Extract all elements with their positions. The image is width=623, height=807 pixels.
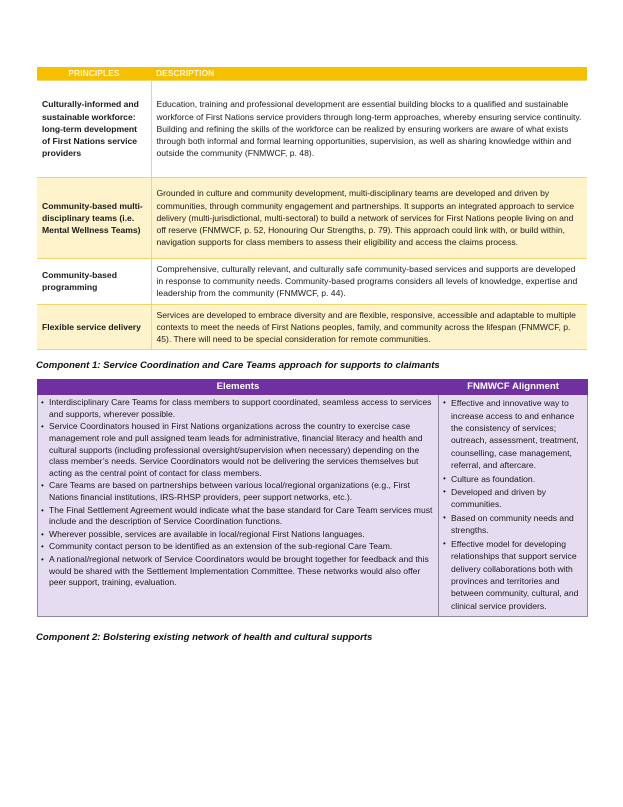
principle-name: Community-based multi-disciplinary teams (i.e. Mental Wellness Teams): [37, 178, 151, 259]
element-item: [41, 505, 435, 528]
principle-description: Comprehensive, culturally relevant, and culturally safe community-based services and supports are developed in response to community needs. Community-based programs considers all levels of knowledge, expertise and leadership from the community (FNMWCF, p. 44).: [151, 259, 587, 305]
alignment-item: [443, 397, 584, 471]
bullet-icon: •: [41, 529, 44, 539]
alignment-item: [443, 473, 584, 485]
element-item: [41, 421, 435, 479]
alignment-item: [443, 512, 584, 537]
bullet-icon: •: [443, 398, 446, 408]
element-item: [41, 529, 435, 541]
bullet-icon: •: [41, 542, 44, 552]
element-text: The Final Settlement Agreement would indicate what the base standard for Care Team services must include and the description of Service Coordination functions.: [49, 504, 433, 527]
component-1-body-row: [38, 395, 588, 617]
principle-row: [37, 304, 587, 350]
description-column-header: DESCRIPTION: [151, 67, 587, 81]
bullet-icon: •: [41, 505, 44, 515]
elements-column-header: Elements: [38, 380, 439, 395]
element-text: Community contact person to be identified as an extension of the sub-regional Care Team.: [49, 541, 393, 552]
principle-name: Flexible service delivery: [37, 304, 151, 350]
element-item: [41, 480, 435, 503]
principle-name: Community-based programming: [37, 259, 151, 305]
alignment-text: Based on community needs and strengths.: [451, 512, 574, 536]
principle-row: [37, 259, 587, 305]
bullet-icon: •: [41, 554, 44, 564]
bullet-icon: •: [443, 487, 446, 497]
bullet-icon: •: [41, 398, 44, 408]
elements-cell: [38, 395, 439, 617]
principle-name: Culturally-informed and sustainable workforce: long-term development of First Nations service providers: [37, 81, 151, 178]
bullet-icon: •: [41, 481, 44, 491]
principles-column-header: PRINCIPLES: [37, 67, 151, 81]
alignment-cell: [439, 395, 588, 617]
alignment-text: Culture as foundation.: [451, 473, 536, 484]
bullet-icon: •: [443, 473, 446, 483]
principle-row: [37, 178, 587, 259]
bullet-icon: •: [443, 538, 446, 548]
bullet-icon: •: [41, 422, 44, 432]
element-text: Care Teams are based on partnerships between various local/regional organizations (e.g., First Nations financial institutions, IRS-RHSP providers, peer support networks, etc.).: [49, 480, 410, 502]
element-item: [41, 541, 435, 553]
alignment-text: Effective and innovative way to increase access to and enhance the consistency of services; outreach, assessment, treatment, counselling, case management, referral, and aftercare.: [451, 398, 579, 471]
component-1-header-row: [38, 380, 588, 395]
principle-description: Services are developed to embrace diversity and are flexible, responsive, accessible and adaptable to multiple contexts to meet the needs of First Nations peoples, family, and community across the lifespan (FNMWCF, p. 45). There will need to be special consideration for remote communities.: [151, 304, 587, 350]
principles-table: [37, 67, 587, 350]
document-page: [37, 67, 587, 644]
element-text: A national/regional network of Service Coordinators would be brought together for feedback and this would be shared with the Settlement Implementation Committee. These networks would also offer peer support, training, evaluation.: [49, 553, 429, 588]
alignment-list: [443, 397, 584, 612]
element-text: Interdisciplinary Care Teams for class members to support coordinated, seamless access to services and supports, wherever possible.: [49, 397, 432, 419]
alignment-item: [443, 538, 584, 612]
alignment-column-header: FNMWCF Alignment: [439, 380, 588, 395]
alignment-text: Developed and driven by communities.: [451, 487, 547, 510]
elements-list: [41, 397, 435, 589]
principle-description: Education, training and professional development are essential building blocks to a qualified and sustainable workforce of First Nations service providers through long-term approaches, whereby ensuring service continuity. Building and refining the skills of the workforce can be realized by ensuring workers are aware of what exists through both informal and formal learning opportunities, supervision, as well as sharing knowledge within and outside the community (FNMWCF, p. 48).: [151, 81, 587, 178]
principles-header-row: [37, 67, 587, 81]
component-2-heading: Component 2: Bolstering existing network of health and cultural supports: [36, 632, 373, 644]
element-text: Wherever possible, services are available in local/regional First Nations languages.: [49, 528, 365, 539]
principle-description: Grounded in culture and community development, multi-disciplinary teams are developed and driven by communities, through community engagement and partnerships. It supports an integrated approach to service delivery (multi-jurisdictional, multi-sectoral) to build a network of services for First Nations people living on and off reserve (FNMWCF, p. 52, Honouring Our Strengths, p. 79). This approach could link with, or build within, navigation supports for class members to assess their eligibility and access the claims process.: [151, 178, 587, 259]
component-1-heading: Component 1: Service Coordination and Care Teams approach for supports to claimants: [36, 360, 440, 372]
component-1-table: [37, 379, 588, 617]
element-text: Service Coordinators housed in First Nations organizations across the country to exercise case management role and pull assigned team leads for administrative, financial literacy and health and cultural supports (including professional oversight/supervision when necessary) depending on the class member’s needs. Service Coordinators would not be delivering the services themselves but acting as the central point of contact for class members.: [49, 421, 423, 478]
element-item: [41, 397, 435, 420]
alignment-text: Effective model for developing relationships that support service delivery collaborations both with provinces and territories and between community, cultural, and clinical service providers.: [451, 538, 579, 611]
element-item: [41, 554, 435, 589]
alignment-item: [443, 486, 584, 511]
principle-row: [37, 81, 587, 178]
bullet-icon: •: [443, 512, 446, 522]
